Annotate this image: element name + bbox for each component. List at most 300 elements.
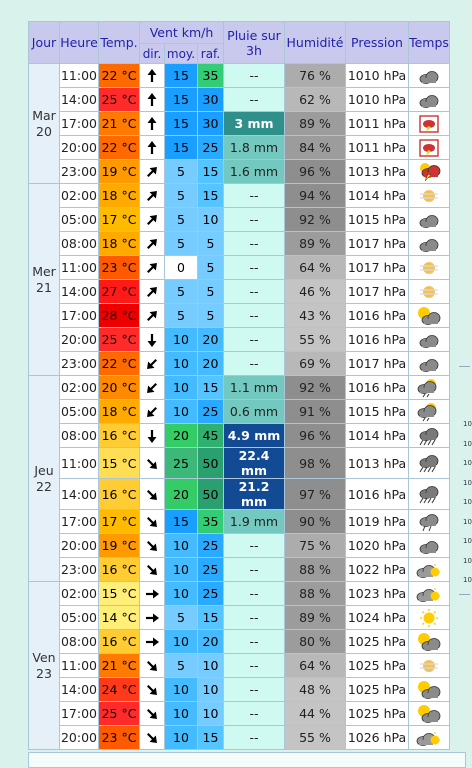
rain-cell: -- xyxy=(224,232,285,256)
day-label: Mer 21 xyxy=(29,184,60,376)
wind-gust-cell: 10 xyxy=(198,702,224,726)
weather-cell xyxy=(409,424,450,448)
wind-gust-cell: 50 xyxy=(198,479,224,510)
pressure-cell: 1015 hPa xyxy=(346,208,409,232)
cloudy-gray-icon xyxy=(417,355,441,370)
wind-mean-cell: 10 xyxy=(165,582,198,606)
pressure-cell: 1025 hPa xyxy=(346,702,409,726)
pressure-cell: 1026 hPa xyxy=(346,726,409,750)
pressure-cell: 1014 hPa xyxy=(346,184,409,208)
forecast-body xyxy=(29,64,450,750)
forecast-row xyxy=(29,582,450,606)
hazy-sun-icon xyxy=(417,283,441,298)
header-temps: Temps xyxy=(409,22,450,64)
humidity-cell: 64 % xyxy=(285,654,346,678)
cloud-sun-icon xyxy=(417,729,441,744)
wind-arrow-icon xyxy=(145,356,159,371)
sun-cloud-icon xyxy=(417,705,441,720)
pressure-cell: 1020 hPa xyxy=(346,534,409,558)
wind-gust-cell: 30 xyxy=(198,88,224,112)
rain-cell: -- xyxy=(224,88,285,112)
wind-direction-cell xyxy=(140,160,165,184)
temperature-cell: 16 °C xyxy=(99,630,140,654)
wind-gust-cell: 15 xyxy=(198,726,224,750)
hour-cell: 20:00 xyxy=(60,136,99,160)
temperature-cell: 18 °C xyxy=(99,184,140,208)
weather-cell xyxy=(409,304,450,328)
wind-gust-cell: 5 xyxy=(198,256,224,280)
heavy-rain-icon xyxy=(417,486,441,501)
rain-cell: 1.1 mm xyxy=(224,376,285,400)
wind-mean-cell: 15 xyxy=(165,112,198,136)
wind-arrow-icon xyxy=(145,92,159,107)
wind-direction-cell xyxy=(140,606,165,630)
wind-arrow-icon xyxy=(145,730,159,745)
pressure-cell: 1025 hPa xyxy=(346,654,409,678)
side-tick-label: 10 xyxy=(463,498,472,506)
cloudy-gray-icon xyxy=(417,537,441,552)
weather-cell xyxy=(409,64,450,88)
heavy-rain-icon xyxy=(417,427,441,442)
weather-cell xyxy=(409,208,450,232)
wind-mean-cell: 5 xyxy=(165,280,198,304)
sun-icon xyxy=(417,609,441,624)
wind-direction-cell xyxy=(140,558,165,582)
humidity-cell: 43 % xyxy=(285,304,346,328)
wind-arrow-icon xyxy=(145,634,159,649)
hour-cell: 17:00 xyxy=(60,304,99,328)
temperature-cell: 25 °C xyxy=(99,328,140,352)
temperature-cell: 28 °C xyxy=(99,304,140,328)
side-divider xyxy=(459,366,470,367)
weather-cell xyxy=(409,630,450,654)
rain-cell: 4.9 mm xyxy=(224,424,285,448)
wind-direction-cell xyxy=(140,630,165,654)
pressure-cell: 1011 hPa xyxy=(346,136,409,160)
humidity-cell: 84 % xyxy=(285,136,346,160)
wind-direction-cell xyxy=(140,678,165,702)
hour-cell: 05:00 xyxy=(60,400,99,424)
wind-arrow-icon xyxy=(145,706,159,721)
wind-arrow-icon xyxy=(145,68,159,83)
humidity-cell: 62 % xyxy=(285,88,346,112)
weather-cell xyxy=(409,448,450,479)
rain-cell: 0.6 mm xyxy=(224,400,285,424)
wind-mean-cell: 10 xyxy=(165,702,198,726)
header-jour: Jour xyxy=(29,22,60,64)
wind-mean-cell: 5 xyxy=(165,304,198,328)
wind-arrow-icon xyxy=(145,428,159,443)
header-row xyxy=(29,22,450,44)
forecast-row xyxy=(29,726,450,750)
pressure-cell: 1016 hPa xyxy=(346,328,409,352)
humidity-cell: 89 % xyxy=(285,606,346,630)
pressure-cell: 1023 hPa xyxy=(346,582,409,606)
wind-direction-cell xyxy=(140,534,165,558)
wind-mean-cell: 5 xyxy=(165,184,198,208)
rain-cell: -- xyxy=(224,184,285,208)
rain-cell: -- xyxy=(224,280,285,304)
rain-icon xyxy=(417,513,441,528)
weather-cell xyxy=(409,702,450,726)
weather-cell xyxy=(409,400,450,424)
temperature-cell: 19 °C xyxy=(99,160,140,184)
wind-direction-cell xyxy=(140,424,165,448)
forecast-row xyxy=(29,630,450,654)
rain-cell: -- xyxy=(224,328,285,352)
weather-cell xyxy=(409,136,450,160)
hour-cell: 17:00 xyxy=(60,510,99,534)
weather-cell xyxy=(409,280,450,304)
forecast-row xyxy=(29,256,450,280)
wind-arrow-icon xyxy=(145,332,159,347)
forecast-row xyxy=(29,654,450,678)
wind-gust-cell: 45 xyxy=(198,424,224,448)
wind-arrow-icon xyxy=(145,404,159,419)
pressure-cell: 1017 hPa xyxy=(346,352,409,376)
forecast-row xyxy=(29,400,450,424)
temperature-cell: 14 °C xyxy=(99,606,140,630)
rain-cell: -- xyxy=(224,208,285,232)
wind-arrow-icon xyxy=(145,380,159,395)
weather-cell xyxy=(409,160,450,184)
header-pression: Pression xyxy=(346,22,409,64)
wind-mean-cell: 10 xyxy=(165,534,198,558)
pressure-cell: 1025 hPa xyxy=(346,630,409,654)
humidity-cell: 92 % xyxy=(285,376,346,400)
rain-cell: 22.4 mm xyxy=(224,448,285,479)
forecast-table-wrapper xyxy=(28,21,450,750)
humidity-cell: 75 % xyxy=(285,534,346,558)
wind-direction-cell xyxy=(140,64,165,88)
wind-direction-cell xyxy=(140,88,165,112)
weather-cell xyxy=(409,232,450,256)
humidity-cell: 76 % xyxy=(285,64,346,88)
hour-cell: 14:00 xyxy=(60,479,99,510)
wind-mean-cell: 20 xyxy=(165,424,198,448)
wind-gust-cell: 5 xyxy=(198,232,224,256)
hour-cell: 08:00 xyxy=(60,630,99,654)
wind-mean-cell: 10 xyxy=(165,400,198,424)
hour-cell: 17:00 xyxy=(60,702,99,726)
wind-arrow-icon xyxy=(145,455,159,470)
wind-arrow-icon xyxy=(145,188,159,203)
hour-cell: 20:00 xyxy=(60,534,99,558)
rain-cell: -- xyxy=(224,64,285,88)
wind-direction-cell xyxy=(140,280,165,304)
wind-gust-cell: 25 xyxy=(198,534,224,558)
thunder-night-icon xyxy=(417,163,441,178)
wind-direction-cell xyxy=(140,510,165,534)
forecast-row xyxy=(29,534,450,558)
rain-cell: 1.9 mm xyxy=(224,510,285,534)
side-tick-label: 10 xyxy=(463,420,472,428)
side-tick-label: 10 xyxy=(463,459,472,467)
sun-cloud-icon xyxy=(417,633,441,648)
pressure-cell: 1022 hPa xyxy=(346,558,409,582)
temperature-cell: 15 °C xyxy=(99,448,140,479)
temperature-cell: 22 °C xyxy=(99,352,140,376)
wind-arrow-icon xyxy=(145,140,159,155)
temperature-cell: 22 °C xyxy=(99,64,140,88)
side-tick-label: 10 xyxy=(463,439,472,448)
wind-arrow-icon xyxy=(145,538,159,553)
side-divider xyxy=(459,594,470,595)
humidity-cell: 46 % xyxy=(285,280,346,304)
sun-cloud-icon xyxy=(417,307,441,322)
wind-mean-cell: 15 xyxy=(165,136,198,160)
temperature-cell: 20 °C xyxy=(99,376,140,400)
wind-direction-cell xyxy=(140,232,165,256)
wind-gust-cell: 30 xyxy=(198,112,224,136)
weather-cell xyxy=(409,534,450,558)
wind-arrow-icon xyxy=(145,514,159,529)
weather-cell xyxy=(409,558,450,582)
forecast-row xyxy=(29,558,450,582)
wind-arrow-icon xyxy=(145,116,159,131)
wind-mean-cell: 5 xyxy=(165,208,198,232)
forecast-row xyxy=(29,510,450,534)
temperature-cell: 19 °C xyxy=(99,534,140,558)
hour-cell: 02:00 xyxy=(60,184,99,208)
forecast-row xyxy=(29,184,450,208)
wind-mean-cell: 5 xyxy=(165,160,198,184)
weather-cell xyxy=(409,88,450,112)
rain-cell: -- xyxy=(224,726,285,750)
wind-direction-cell xyxy=(140,328,165,352)
forecast-row xyxy=(29,376,450,400)
weather-cell xyxy=(409,678,450,702)
pressure-cell: 1024 hPa xyxy=(346,606,409,630)
hour-cell: 11:00 xyxy=(60,64,99,88)
hour-cell: 08:00 xyxy=(60,232,99,256)
rain-cell: 1.8 mm xyxy=(224,136,285,160)
wind-mean-cell: 0 xyxy=(165,256,198,280)
header-vent: Vent km/h xyxy=(140,22,224,44)
pressure-cell: 1014 hPa xyxy=(346,424,409,448)
humidity-cell: 89 % xyxy=(285,112,346,136)
wind-arrow-icon xyxy=(145,164,159,179)
wind-gust-cell: 15 xyxy=(198,160,224,184)
wind-direction-cell xyxy=(140,112,165,136)
wind-gust-cell: 35 xyxy=(198,510,224,534)
wind-direction-cell xyxy=(140,582,165,606)
temperature-cell: 21 °C xyxy=(99,654,140,678)
weather-cell xyxy=(409,352,450,376)
wind-mean-cell: 10 xyxy=(165,352,198,376)
hour-cell: 23:00 xyxy=(60,352,99,376)
wind-gust-cell: 35 xyxy=(198,64,224,88)
side-tick-label: 10 xyxy=(463,576,472,584)
temperature-cell: 16 °C xyxy=(99,479,140,510)
weather-cell xyxy=(409,726,450,750)
wind-arrow-icon xyxy=(145,212,159,227)
temperature-cell: 25 °C xyxy=(99,702,140,726)
wind-mean-cell: 10 xyxy=(165,376,198,400)
rain-cell: -- xyxy=(224,702,285,726)
side-tick-label: 10 xyxy=(463,517,472,526)
wind-arrow-icon xyxy=(145,284,159,299)
wind-gust-cell: 15 xyxy=(198,606,224,630)
humidity-cell: 89 % xyxy=(285,232,346,256)
weather-cell xyxy=(409,376,450,400)
wind-mean-cell: 5 xyxy=(165,606,198,630)
wind-mean-cell: 5 xyxy=(165,654,198,678)
wind-mean-cell: 15 xyxy=(165,510,198,534)
humidity-cell: 55 % xyxy=(285,328,346,352)
humidity-cell: 91 % xyxy=(285,400,346,424)
cloud-sun-icon xyxy=(417,585,441,600)
sun-cloud-icon xyxy=(417,681,441,696)
rain-cell: -- xyxy=(224,558,285,582)
forecast-row xyxy=(29,606,450,630)
temperature-cell: 23 °C xyxy=(99,726,140,750)
wind-gust-cell: 5 xyxy=(198,280,224,304)
pressure-cell: 1017 hPa xyxy=(346,280,409,304)
wind-arrow-icon xyxy=(145,562,159,577)
hour-cell: 11:00 xyxy=(60,654,99,678)
wind-direction-cell xyxy=(140,376,165,400)
wind-direction-cell xyxy=(140,702,165,726)
wind-direction-cell xyxy=(140,726,165,750)
humidity-cell: 88 % xyxy=(285,558,346,582)
temperature-cell: 17 °C xyxy=(99,510,140,534)
weather-cell xyxy=(409,606,450,630)
forecast-row xyxy=(29,280,450,304)
forecast-row xyxy=(29,448,450,479)
humidity-cell: 90 % xyxy=(285,510,346,534)
forecast-row xyxy=(29,160,450,184)
forecast-row xyxy=(29,479,450,510)
wind-gust-cell: 10 xyxy=(198,208,224,232)
day-label: Mar 20 xyxy=(29,64,60,184)
weather-cell xyxy=(409,582,450,606)
wind-arrow-icon xyxy=(145,236,159,251)
forecast-row xyxy=(29,424,450,448)
temperature-cell: 22 °C xyxy=(99,136,140,160)
hour-cell: 14:00 xyxy=(60,88,99,112)
humidity-cell: 96 % xyxy=(285,424,346,448)
wind-mean-cell: 10 xyxy=(165,630,198,654)
wind-direction-cell xyxy=(140,352,165,376)
weather-cell xyxy=(409,510,450,534)
forecast-row xyxy=(29,64,450,88)
rain-cell: -- xyxy=(224,606,285,630)
pressure-cell: 1017 hPa xyxy=(346,232,409,256)
rain-cell: -- xyxy=(224,256,285,280)
rain-cell: -- xyxy=(224,534,285,558)
cloudy-gray-icon xyxy=(417,67,441,82)
forecast-row xyxy=(29,352,450,376)
weather-cell xyxy=(409,479,450,510)
pressure-cell: 1019 hPa xyxy=(346,510,409,534)
hazy-sun-icon xyxy=(417,187,441,202)
hour-cell: 02:00 xyxy=(60,376,99,400)
storm-warning-icon xyxy=(417,139,441,154)
wind-arrow-icon xyxy=(145,308,159,323)
hour-cell: 05:00 xyxy=(60,606,99,630)
forecast-row xyxy=(29,232,450,256)
humidity-cell: 94 % xyxy=(285,184,346,208)
temperature-cell: 15 °C xyxy=(99,582,140,606)
forecast-row xyxy=(29,702,450,726)
hour-cell: 05:00 xyxy=(60,208,99,232)
hour-cell: 23:00 xyxy=(60,160,99,184)
hour-cell: 14:00 xyxy=(60,678,99,702)
header-heure: Heure xyxy=(60,22,99,64)
hour-cell: 20:00 xyxy=(60,328,99,352)
day-label: Jeu 22 xyxy=(29,376,60,582)
temperature-cell: 21 °C xyxy=(99,112,140,136)
wind-direction-cell xyxy=(140,400,165,424)
wind-gust-cell: 25 xyxy=(198,400,224,424)
wind-arrow-icon xyxy=(145,260,159,275)
hazy-sun-icon xyxy=(417,657,441,672)
humidity-cell: 64 % xyxy=(285,256,346,280)
temperature-cell: 17 °C xyxy=(99,208,140,232)
wind-gust-cell: 20 xyxy=(198,328,224,352)
forecast-row xyxy=(29,678,450,702)
pressure-cell: 1016 hPa xyxy=(346,304,409,328)
wind-gust-cell: 20 xyxy=(198,352,224,376)
hour-cell: 17:00 xyxy=(60,112,99,136)
pressure-cell: 1015 hPa xyxy=(346,400,409,424)
rain-cell: 1.6 mm xyxy=(224,160,285,184)
cloud-sun-icon xyxy=(417,561,441,576)
humidity-cell: 96 % xyxy=(285,160,346,184)
header-moy: moy. xyxy=(165,44,198,64)
wind-arrow-icon xyxy=(145,486,159,501)
humidity-cell: 88 % xyxy=(285,582,346,606)
wind-gust-cell: 5 xyxy=(198,304,224,328)
cloudy-gray-icon xyxy=(417,91,441,106)
side-tick-label: 10 xyxy=(463,537,472,545)
hour-cell: 11:00 xyxy=(60,256,99,280)
wind-gust-cell: 10 xyxy=(198,654,224,678)
sun-rain-icon xyxy=(417,403,441,418)
rain-cell: -- xyxy=(224,304,285,328)
temperature-cell: 23 °C xyxy=(99,256,140,280)
hour-cell: 08:00 xyxy=(60,424,99,448)
forecast-row xyxy=(29,208,450,232)
rain-cell: -- xyxy=(224,582,285,606)
cloudy-gray-icon xyxy=(417,235,441,250)
cloudy-gray-icon xyxy=(417,211,441,226)
forecast-row xyxy=(29,136,450,160)
wind-arrow-icon xyxy=(145,586,159,601)
wind-mean-cell: 25 xyxy=(165,448,198,479)
pressure-cell: 1010 hPa xyxy=(346,88,409,112)
temperature-cell: 18 °C xyxy=(99,232,140,256)
heavy-rain-icon xyxy=(417,455,441,470)
weather-cell xyxy=(409,184,450,208)
wind-gust-cell: 15 xyxy=(198,376,224,400)
wind-gust-cell: 50 xyxy=(198,448,224,479)
hour-cell: 23:00 xyxy=(60,558,99,582)
wind-arrow-icon xyxy=(145,658,159,673)
wind-mean-cell: 15 xyxy=(165,64,198,88)
rain-cell: -- xyxy=(224,630,285,654)
header-raf: raf. xyxy=(198,44,224,64)
wind-mean-cell: 10 xyxy=(165,558,198,582)
wind-mean-cell: 10 xyxy=(165,726,198,750)
rain-cell: 21.2 mm xyxy=(224,479,285,510)
hour-cell: 02:00 xyxy=(60,582,99,606)
hour-cell: 11:00 xyxy=(60,448,99,479)
sun-rain-icon xyxy=(417,379,441,394)
wind-mean-cell: 20 xyxy=(165,479,198,510)
rain-cell: -- xyxy=(224,678,285,702)
